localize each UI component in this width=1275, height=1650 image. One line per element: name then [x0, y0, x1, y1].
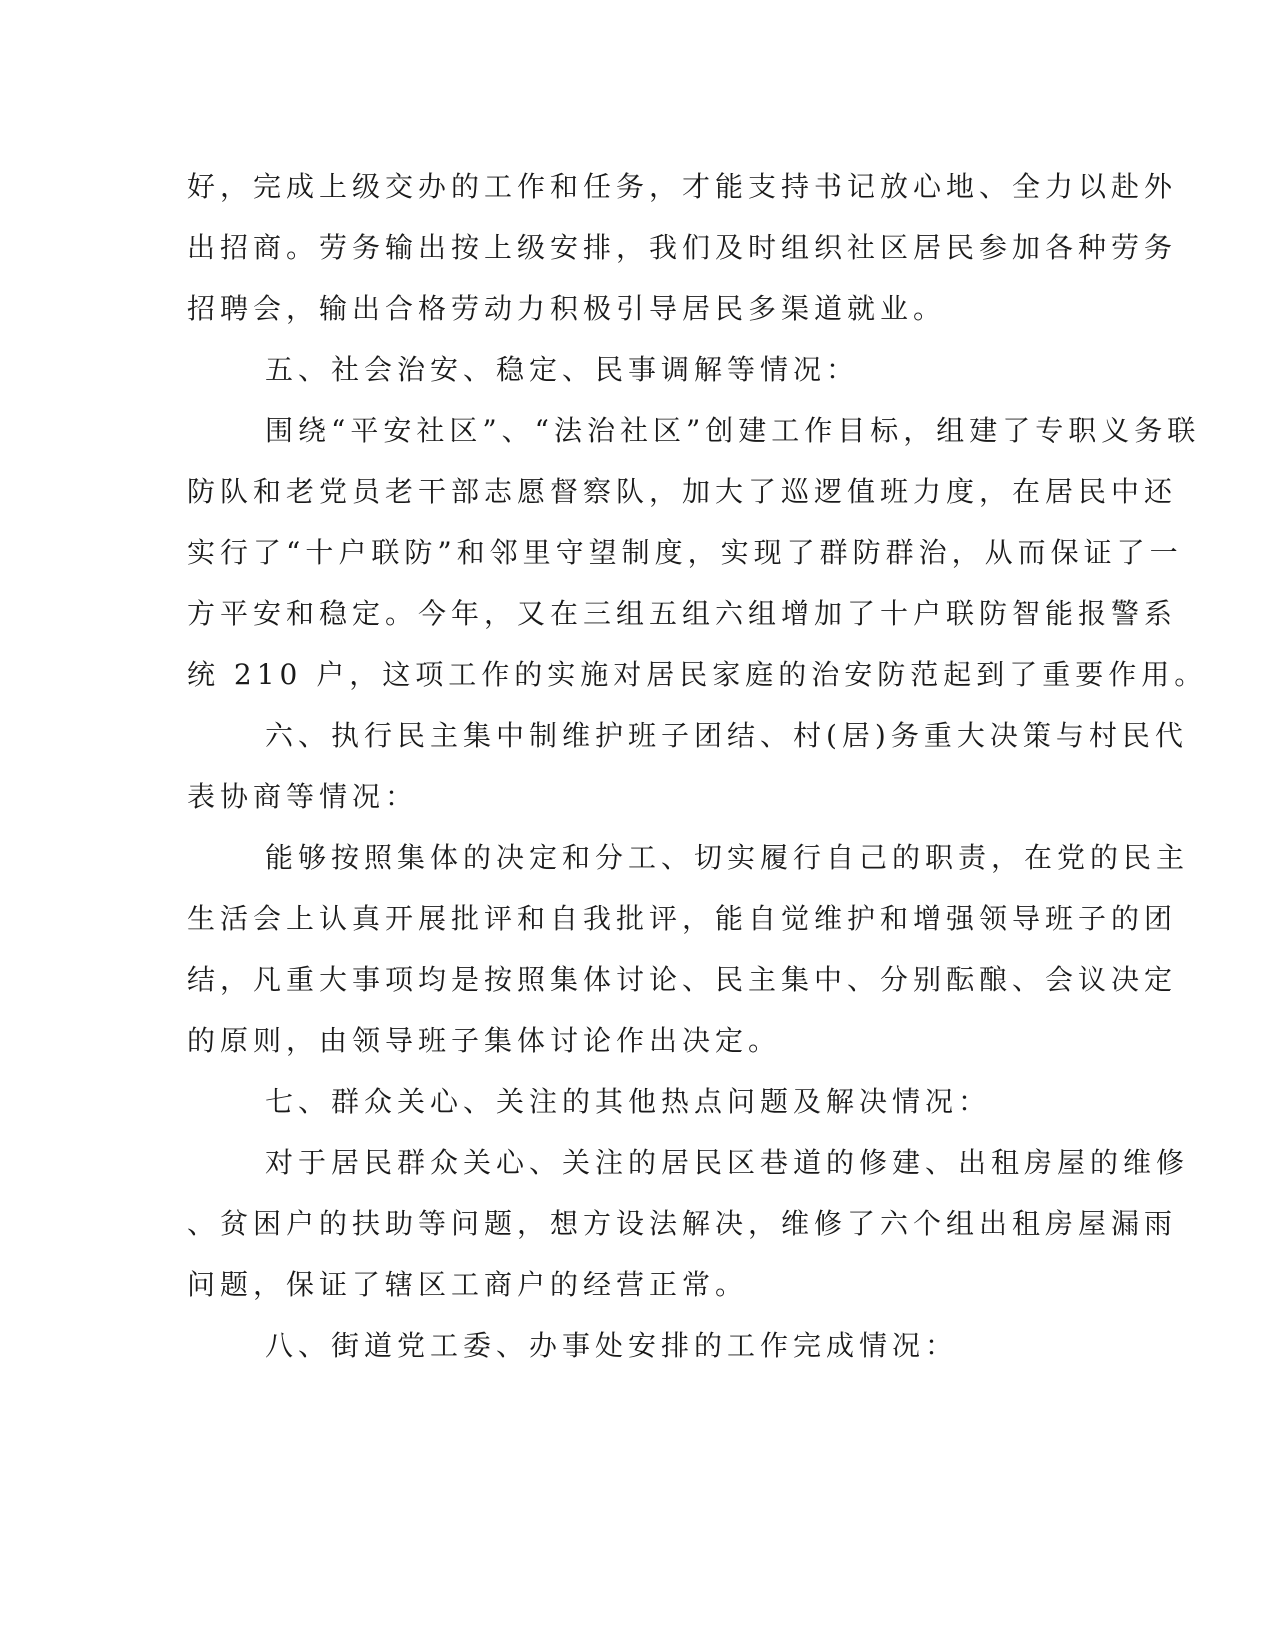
- text-line: 生活会上认真开展批评和自我批评，能自觉维护和增强领导班子的团: [187, 902, 1178, 935]
- text-line: 方平安和稳定。今年，又在三组五组六组增加了十户联防智能报警系: [187, 597, 1178, 630]
- text-line: 好，完成上级交办的工作和任务，才能支持书记放心地、全力以赴外: [187, 170, 1178, 203]
- text-line: 统 210 户，这项工作的实施对居民家庭的治安防范起到了重要作用。: [187, 658, 1208, 691]
- section-heading: 六、执行民主集中制维护班子团结、村(居)务重大决策与村民代: [265, 719, 1188, 752]
- text-line: 、贫困户的扶助等问题，想方设法解决，维修了六个组出租房屋漏雨: [187, 1207, 1178, 1240]
- text-line: 招聘会，输出合格劳动力积极引导居民多渠道就业。: [187, 292, 947, 325]
- text-line: 对于居民群众关心、关注的居民区巷道的修建、出租房屋的维修: [265, 1146, 1190, 1179]
- text-line: 实行了“十户联防”和邻里守望制度，实现了群防群治，从而保证了一: [187, 536, 1183, 569]
- text-line: 能够按照集体的决定和分工、切实履行自己的职责，在党的民主: [265, 841, 1190, 874]
- text-line: 围绕“平安社区”、“法治社区”创建工作目标，组建了专职义务联: [265, 414, 1201, 447]
- text-line: 结，凡重大事项均是按照集体讨论、民主集中、分别酝酿、会议决定: [187, 963, 1178, 996]
- section-heading: 八、街道党工委、办事处安排的工作完成情况：: [265, 1329, 959, 1362]
- section-heading: 五、社会治安、稳定、民事调解等情况：: [265, 353, 860, 386]
- section-heading-continued: 表协商等情况：: [187, 780, 419, 813]
- text-line: 问题，保证了辖区工商户的经营正常。: [187, 1268, 749, 1301]
- section-heading: 七、群众关心、关注的其他热点问题及解决情况：: [265, 1085, 992, 1118]
- document-body: [187, 156, 1208, 1376]
- text-line: 防队和老党员老干部志愿督察队，加大了巡逻值班力度，在居民中还: [187, 475, 1178, 508]
- text-line: 的原则，由领导班子集体讨论作出决定。: [187, 1024, 782, 1057]
- text-line: 出招商。劳务输出按上级安排，我们及时组织社区居民参加各种劳务: [187, 231, 1178, 264]
